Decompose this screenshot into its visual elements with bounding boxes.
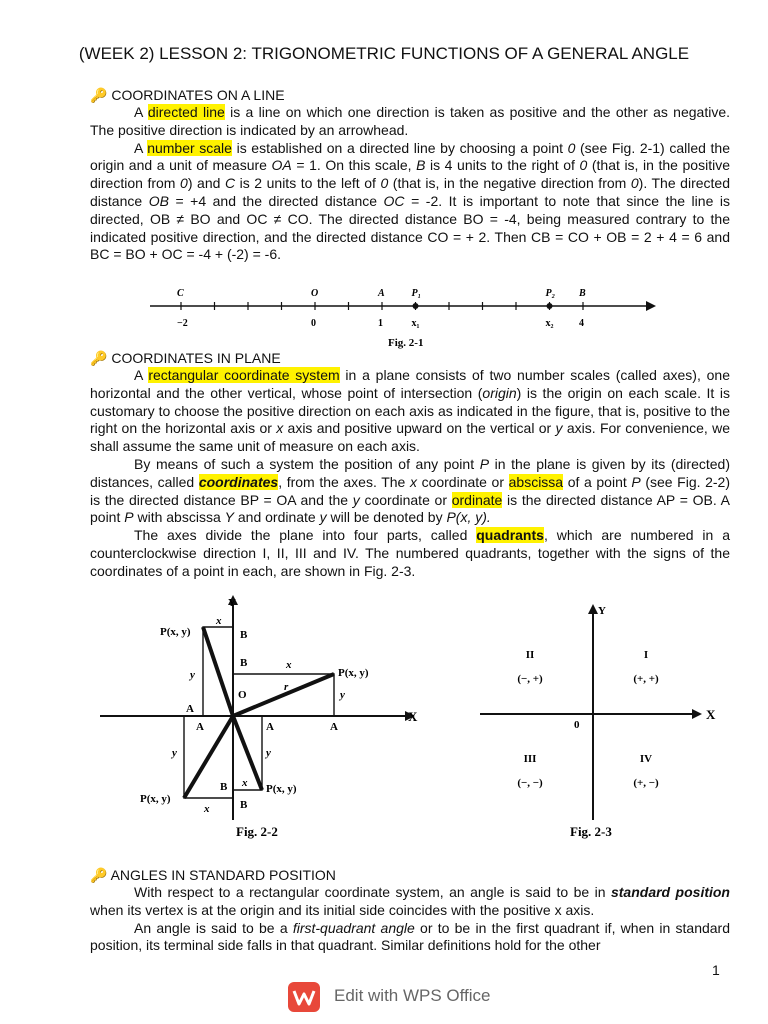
paragraph: A number scale is established on a directed line by choosing a point 0 (see Fig. 2-1) called the origin and a unit of measure OA = 1. On this scale, B is 4 units to the right of 0 (that is, in the positive direction from 0) and C is 2 units to the left of 0 (that is, in the negative direction from 0). The directed distance OB = +4 and the directed distance OC = -2. It is important to note that since the line is directed, OB ≠ BO and OC ≠ CO. The directed distance BO = -4, being measured contrary to the indicated positive direction, and the directed distance CO = + 2. Then CB = CO + OB = 2 + 4 = 6 and BC = BO + OC = -4 + (-2) = -6.	[90, 139, 730, 263]
y-length-label: y	[190, 669, 195, 681]
origin-label: O	[238, 689, 247, 701]
page-number: 1	[712, 962, 720, 978]
point-label: P₁	[411, 288, 422, 299]
fig-2-1-caption: Fig. 2-1	[388, 337, 424, 349]
point-marker	[547, 303, 553, 309]
tick-label: 4	[579, 318, 584, 329]
key-icon: 🔑	[90, 867, 108, 883]
paragraph: A rectangular coordinate system in a plane consists of two number scales (called axes), one horizontal and the other vertical, whose point of intersection (origin) is the origin on each scale. It is customary to choose the positive direction on each axis as indicated in the figure, that is, positive to the right on the horizontal axis or x axis and positive upward on the vertical or y axis. For convenience, we shall assume the same unit of measure on each axis.	[90, 367, 730, 455]
section-heading-angles: 🔑 ANGLES IN STANDARD POSITION	[90, 867, 336, 883]
quadrant-signs: (−, −)	[517, 777, 543, 789]
y-axis-arrowhead-icon	[588, 604, 598, 614]
fig-2-2-coordinate-diagram	[90, 590, 430, 840]
key-icon: 🔑	[90, 350, 108, 366]
y-length-label: y	[340, 689, 345, 701]
quadrant-signs: (+, −)	[633, 777, 659, 789]
section-heading-line: 🔑 COORDINATES ON A LINE	[90, 87, 285, 103]
point-marker	[413, 303, 419, 309]
edit-with-wps-link[interactable]: Edit with WPS Office	[334, 986, 491, 1005]
tick-label: 0	[311, 318, 316, 329]
quadrant-numeral: II	[525, 649, 535, 661]
a-label: A	[196, 721, 204, 733]
section-angles-body	[90, 884, 730, 955]
x-length-label: x	[216, 615, 222, 627]
r-length-label: r	[284, 681, 289, 693]
a-label: A	[186, 703, 194, 715]
wps-w-glyph-icon	[288, 982, 320, 1012]
tick-label: −2	[177, 318, 188, 329]
key-icon: 🔑	[90, 87, 108, 103]
b-label: B	[220, 781, 228, 793]
quadrant-signs: (+, +)	[633, 673, 659, 685]
y-length-label: y	[172, 747, 177, 759]
tick-label: 1	[378, 318, 383, 329]
paragraph: The axes divide the plane into four parts, called quadrants, which are numbered in a counterclockwise direction I, II, III and IV. The numbered quadrants, together with the signs of the coordinates of a point in each, are shown in Fig. 2-3.	[90, 527, 730, 579]
fig-2-1-number-line	[0, 286, 768, 349]
wps-logo-icon[interactable]	[288, 982, 320, 1012]
origin-label: 0	[574, 719, 580, 731]
b-label: B	[240, 657, 248, 669]
point-label: O	[311, 288, 319, 299]
axis-label-x: X	[706, 707, 716, 722]
x-axis-arrowhead-icon	[692, 709, 702, 719]
paragraph: By means of such a system the position of any point P in the plane is given by its (directed) distances, called coordinates, from the axes. The x coordinate or abscissa of a point P (see Fig. 2-2) is the directed distance BP = OA and the y coordinate or ordinate is the directed distance AP = OB. A point P with abscissa Y and ordinate y will be denoted by P(x, y).	[90, 455, 731, 526]
point-label-q4: P(x, y)	[266, 783, 297, 795]
arrowhead-icon	[646, 301, 656, 311]
point-label-q3: P(x, y)	[140, 793, 171, 805]
x-length-label: x	[204, 803, 210, 815]
fig-2-2-caption: Fig. 2-2	[236, 824, 278, 839]
tick-label: x₂	[545, 318, 554, 329]
point-label-q1: P(x, y)	[338, 667, 369, 679]
y-length-label: y	[266, 747, 271, 759]
quadrant-numeral: I	[643, 649, 649, 661]
a-label: A	[330, 721, 338, 733]
x-length-label: x	[242, 777, 248, 789]
radius-q2	[203, 627, 233, 716]
tick-label: x₁	[411, 318, 420, 329]
point-label: P₂	[545, 288, 556, 299]
axis-label-x: X	[408, 709, 418, 724]
point-label-q2: P(x, y)	[160, 626, 191, 638]
axis-label-y: Y	[598, 605, 606, 617]
paragraph: A directed line is a line on which one direction is taken as positive and the other as negative. The positive direction is indicated by an arrowhead.	[90, 104, 730, 138]
paragraph: An angle is said to be a first-quadrant angle or to be in the first quadrant if, when in standard position, its terminal side falls in that quadrant. Similar definitions hold for the other	[90, 919, 730, 954]
point-label: A	[378, 288, 385, 299]
fig-2-3-quadrants	[470, 590, 730, 840]
point-label: C	[177, 288, 184, 299]
quadrant-signs: (−, +)	[517, 673, 543, 685]
quadrant-numeral: IV	[639, 753, 653, 765]
section-plane-body	[90, 367, 730, 581]
paragraph: With respect to a rectangular coordinate system, an angle is said to be in standard position when its vertex is at the origin and its initial side coincides with the positive x axis.	[90, 884, 730, 918]
b-label: B	[240, 799, 248, 811]
a-label: A	[266, 721, 274, 733]
radius-q4	[233, 716, 262, 790]
axis-label-y: Y	[228, 597, 236, 609]
b-label: B	[240, 629, 248, 641]
fig-2-3-caption: Fig. 2-3	[570, 824, 612, 839]
section-line-body	[90, 104, 730, 264]
x-length-label: x	[286, 659, 292, 671]
point-label: B	[579, 288, 586, 299]
quadrant-numeral: III	[523, 753, 537, 765]
page-title: (WEEK 2) LESSON 2: TRIGONOMETRIC FUNCTIONS OF A GENERAL ANGLE	[78, 44, 690, 63]
section-heading-plane: 🔑 COORDINATES IN PLANE	[90, 350, 281, 366]
